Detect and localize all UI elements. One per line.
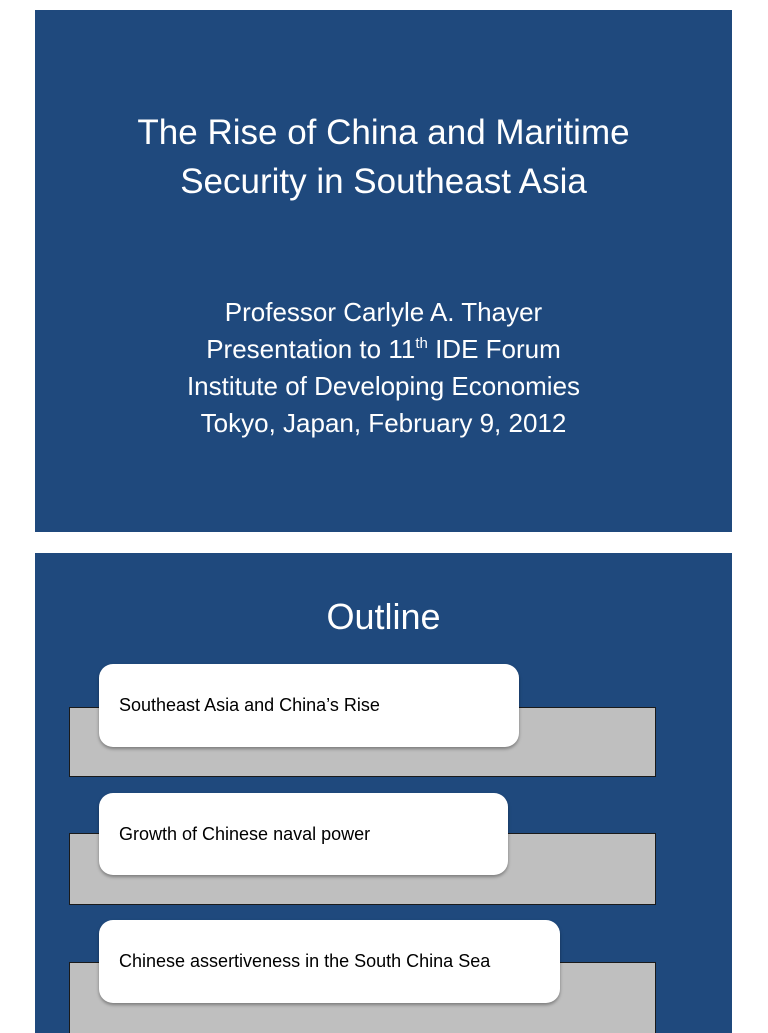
presentation-subtitle: [35, 294, 732, 442]
title-slide: [35, 10, 732, 532]
outline-item-2: [99, 793, 508, 875]
outline-item-label: Chinese assertiveness in the South China Sea: [119, 951, 491, 971]
event-suffix: IDE Forum: [427, 334, 561, 364]
outline-slide: [35, 553, 732, 1033]
outline-item-3: [99, 920, 560, 1003]
outline-title: Outline: [326, 596, 441, 637]
event-ordinal-suffix: th: [415, 335, 428, 352]
outline-item-label: Southeast Asia and China’s Rise: [119, 695, 380, 715]
institution-name: Institute of Developing Economies: [186, 371, 581, 401]
event-prefix: Presentation to 11: [206, 334, 416, 364]
presenter-name: Professor Carlyle A. Thayer: [224, 297, 543, 327]
event-line: [35, 331, 732, 368]
title-line-1: The Rise of China and Maritime: [137, 113, 630, 152]
outline-item-1: [99, 664, 519, 747]
presentation-title: [35, 108, 732, 206]
place-and-date: Tokyo, Japan, February 9, 2012: [200, 408, 567, 438]
outline-item-label: Growth of Chinese naval power: [119, 823, 371, 844]
title-line-2: Security in Southeast Asia: [180, 162, 587, 201]
